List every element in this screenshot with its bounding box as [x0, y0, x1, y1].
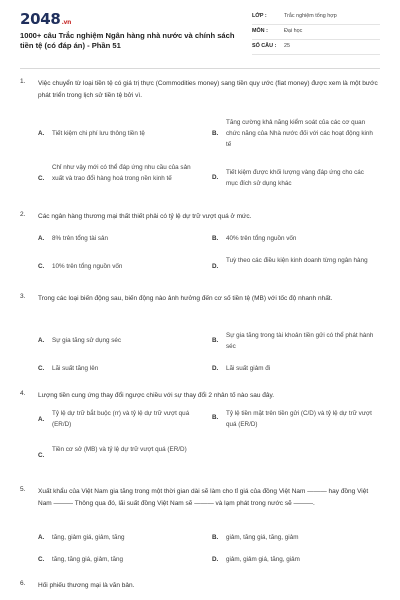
option-letter: B.	[212, 414, 219, 421]
option-text: Tỷ lệ dự trữ bắt buộc (rr) và tỷ lệ dự trữ vượt quá (ER/D)	[52, 410, 190, 428]
option-text: Tiết kiệm chi phí lưu thông tiền tệ	[52, 130, 145, 137]
meta-row-subject	[252, 25, 380, 40]
question-text: Xuất khẩu của Việt Nam gia tăng trong một thời gian dài sẽ làm cho tỉ giá của đồng Việt Nam ——— hay đồng Việt Nam ——— Thông qua đó, lãi suất đồng Việt Nam sẽ ——— và lạm phát trong nước sẽ ———.	[38, 488, 369, 507]
option-letter: C.	[38, 263, 45, 270]
option-letter: D.	[212, 365, 219, 372]
meta-label: SỐ CÂU :	[252, 43, 277, 49]
option-letter: C.	[38, 452, 45, 459]
page-header	[0, 0, 400, 62]
option-letter: D.	[212, 263, 219, 270]
option-letter: C.	[38, 175, 45, 182]
option-text: Tiết kiệm được khối lượng vàng đáp ứng cho các mục đích sử dụng khác	[226, 169, 364, 187]
site-logo[interactable]	[20, 10, 71, 28]
option-letter: A.	[38, 130, 45, 137]
meta-value: Trắc nghiệm tổng hợp	[284, 13, 337, 19]
document-title: 1000+ câu Trắc nghiệm Ngân hàng nhà nước và chính sách tiền tệ (có đáp án) - Phần 51	[20, 31, 235, 50]
option-letter: D.	[212, 174, 219, 181]
option-letter: D.	[212, 556, 219, 563]
header-divider	[20, 68, 380, 69]
question-number: 4.	[20, 390, 26, 397]
question-number: 2.	[20, 211, 26, 218]
option-text: Chỉ như vậy mới có thể đáp ứng nhu cầu của sản xuất và trao đổi hàng hoá trong nền kinh tế	[52, 164, 191, 182]
option-text: giảm, tăng giá, tăng, giảm	[226, 534, 299, 541]
option-text: Tiền cơ sở (MB) và tỷ lệ dự trữ vượt quá (ER/D)	[52, 446, 187, 453]
question-number: 3.	[20, 293, 26, 300]
option-text: tăng, giảm giá, giảm, tăng	[52, 534, 125, 541]
option-letter: A.	[38, 235, 45, 242]
document-meta	[252, 10, 380, 55]
option-text: Tăng cường khả năng kiểm soát của các cơ quan chức năng của Nhà nước đối với các hoạt động kinh tế	[226, 119, 373, 148]
question-number: 1.	[20, 78, 26, 85]
option-text: Sự gia tăng trong tài khoản tiền gửi có thể phát hành séc	[226, 332, 374, 350]
option-letter: C.	[38, 556, 45, 563]
option-letter: B.	[212, 235, 219, 242]
meta-row-class	[252, 10, 380, 25]
option-letter: B.	[212, 534, 219, 541]
question-number: 6.	[20, 580, 26, 587]
option-letter: C.	[38, 365, 45, 372]
meta-value: Đại học	[284, 28, 303, 34]
logo-text: 2048	[20, 10, 61, 28]
option-text: tăng, tăng giá, giảm, tăng	[52, 556, 124, 563]
option-text: Tỷ lệ tiền mặt trên tiền gửi (C/D) và tỷ lệ dự trữ vượt quá (ER/D)	[226, 410, 372, 428]
question-text: Hối phiếu thương mại là văn bản.	[38, 582, 135, 589]
option-text: Lãi suất giảm đi	[226, 365, 271, 372]
option-letter: A.	[38, 337, 45, 344]
question-text: Việc chuyển từ loại tiền tệ có giá trị thực (Commodities money) sang tiền quy ước (fiat money) được xem là một bước phát triển trong lịch sử tiền tệ bởi vì.	[38, 80, 378, 99]
question-text: Lượng tiền cung ứng thay đổi ngược chiều với sự thay đổi 2 nhân tố nào sau đây.	[38, 392, 275, 399]
meta-row-count	[252, 40, 380, 55]
option-text: Lãi suất tăng lên	[52, 365, 99, 372]
option-text: giảm, giảm giá, tăng, giảm	[226, 556, 300, 563]
meta-value: 25	[284, 43, 290, 49]
meta-label: MÔN :	[252, 28, 268, 34]
option-letter: A.	[38, 416, 45, 423]
option-text: 40% trên tổng nguồn vốn	[226, 235, 297, 242]
option-letter: B.	[212, 130, 219, 137]
option-letter: A.	[38, 534, 45, 541]
option-text: 10% trên tổng nguồn vốn	[52, 263, 123, 270]
option-letter: B.	[212, 337, 219, 344]
logo-suffix: .vn	[61, 19, 72, 26]
question-number: 5.	[20, 486, 26, 493]
question-text: Các ngân hàng thương mại thất thiết phải có tỷ lệ dự trữ vượt quá ở mức.	[38, 213, 252, 220]
option-text: 8% trên tổng tài sản	[52, 235, 109, 242]
option-text: Tuỳ theo các điều kiện kinh doanh từng ngân hàng	[226, 257, 368, 264]
option-text: Sự gia tăng sử dụng séc	[52, 337, 121, 344]
question-text: Trong các loại biến động sau, biến động nào ảnh hưởng đến cơ số tiền tệ (MB) với tốc độ nhanh nhất.	[38, 295, 333, 302]
meta-label: LỚP :	[252, 13, 267, 19]
